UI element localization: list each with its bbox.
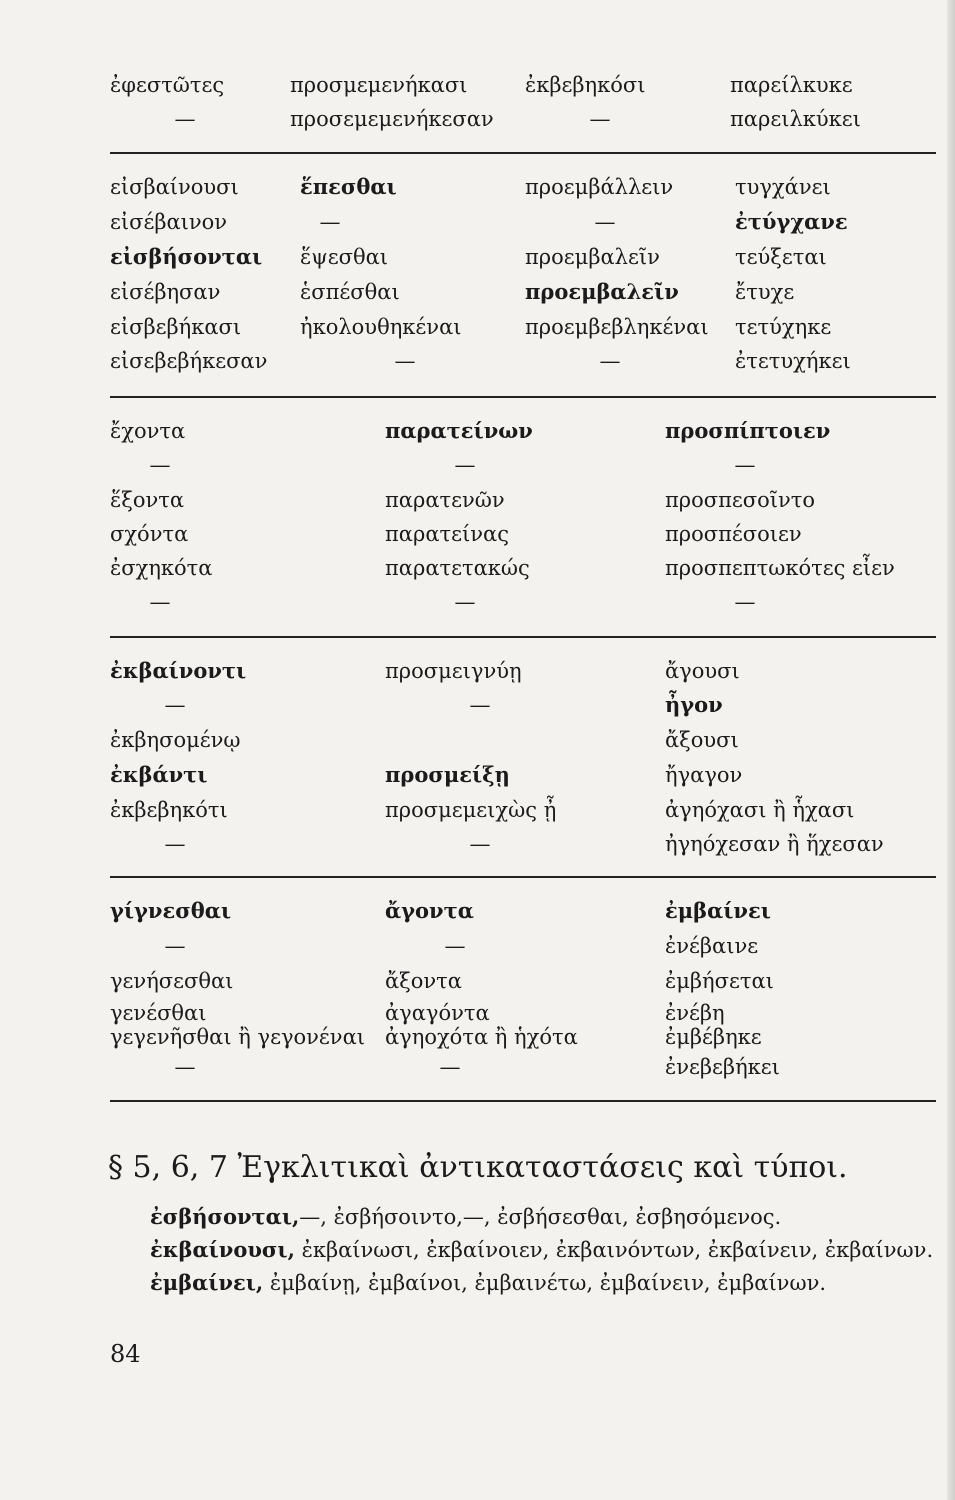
table-cell: ἔτυχε xyxy=(735,280,795,304)
table-cell: ἐνέβαινε xyxy=(665,934,759,958)
table-cell: προσμεμειχὼς ᾖ xyxy=(385,798,557,822)
table-cell: ἐκβάντι xyxy=(110,762,208,787)
table-cell-dash: — xyxy=(594,210,616,234)
table-cell: ἠγηόχεσαν ἢ ἥχεσαν xyxy=(665,832,884,856)
table-cell: εἰσέβησαν xyxy=(110,280,221,304)
table-cell: προσμείξῃ xyxy=(385,762,510,787)
table-cell: εἰσέβαινον xyxy=(110,210,228,234)
table-cell: ἐκβεβηκόσι xyxy=(525,73,646,97)
paragraph-bold-term: ἐσβήσονται, xyxy=(150,1204,300,1229)
table-cell: προεμβαλεῖν xyxy=(525,279,679,304)
table-cell: προεμβαλεῖν xyxy=(525,245,660,269)
divider-rule xyxy=(110,152,936,154)
table-cell: προσπεσοῖντο xyxy=(665,488,816,512)
table-cell: ἀγηοχότα ἢ ἡχότα xyxy=(385,1025,578,1049)
divider-rule xyxy=(110,876,936,878)
divider-rule xyxy=(110,396,936,398)
table-cell: γενέσθαι xyxy=(110,1001,207,1025)
paragraph-bold-term: ἐμβαίνει, xyxy=(150,1270,264,1295)
paragraph-text: ἐκβαίνωσι, ἐκβαίνοιεν, ἐκβαινόντων, ἐκβαίνειν, ἐκβαίνων. xyxy=(294,1238,934,1262)
table-cell: ἀγαγόντα xyxy=(385,1001,490,1025)
table-cell: προσπεπτωκότες εἶεν xyxy=(665,556,895,580)
page-edge xyxy=(947,0,955,1500)
table-cell: παρατενῶν xyxy=(385,488,505,512)
divider-rule xyxy=(110,1100,936,1102)
table-cell: εἰσβεβήκασι xyxy=(110,315,242,339)
table-cell: παρείλκυκε xyxy=(730,73,853,97)
table-cell: προσμειγνύῃ xyxy=(385,659,522,683)
table-cell-dash: — xyxy=(319,210,341,234)
table-cell: ἕξοντα xyxy=(110,488,185,512)
table-cell: ἄγοντα xyxy=(385,898,474,923)
table-cell: ἀγηόχασι ἢ ἧχασι xyxy=(665,798,855,822)
table-cell-dash: — xyxy=(439,1055,461,1079)
paragraph-line xyxy=(150,1237,933,1262)
table-cell: ἄξουσι xyxy=(665,728,739,752)
page-number: 84 xyxy=(110,1340,141,1368)
table-cell: ἐμβαίνει xyxy=(665,898,771,923)
table-cell-dash: — xyxy=(174,107,196,131)
table-cell: γίγνεσθαι xyxy=(110,898,232,923)
table-cell: παρατείνας xyxy=(385,522,509,546)
table-cell: ἔχοντα xyxy=(110,419,186,443)
table-cell-dash: — xyxy=(734,590,756,614)
table-cell: προσμεμενήκασι xyxy=(290,73,468,97)
table-cell: προεμβεβληκέναι xyxy=(525,315,709,339)
table-cell: τυγχάνει xyxy=(735,175,831,199)
table-cell-dash: — xyxy=(454,590,476,614)
table-cell: ἐφεστῶτες xyxy=(110,73,225,97)
table-cell: ἕπεσθαι xyxy=(300,174,397,199)
table-cell: ἐτετυχήκει xyxy=(735,349,851,373)
paragraph-text: ἐμβαίνῃ, ἐμβαίνοι, ἐμβαινέτω, ἐμβαίνειν, ἐμβαίνων. xyxy=(263,1271,827,1295)
table-cell: ἐνέβη xyxy=(665,1001,725,1025)
table-cell: τεύξεται xyxy=(735,245,827,269)
table-cell: ἦγον xyxy=(665,692,723,717)
paragraph-line xyxy=(150,1270,826,1295)
table-cell: ἕψεσθαι xyxy=(300,245,389,269)
table-cell-dash: — xyxy=(589,107,611,131)
table-cell: ἐκβεβηκότι xyxy=(110,798,228,822)
table-cell-dash: — xyxy=(734,453,756,477)
paragraph-text: —, ἐσβήσοιντο,—, ἐσβήσεσθαι, ἐσβησόμενος. xyxy=(299,1205,782,1229)
table-cell: εἰσβήσονται xyxy=(110,244,263,269)
table-cell: ἤγαγον xyxy=(665,763,743,787)
table-cell: παρατείνων xyxy=(385,418,533,443)
table-cell-dash: — xyxy=(149,590,171,614)
table-cell: ἐκβησομένῳ xyxy=(110,728,241,752)
table-cell: ἐμβέβηκε xyxy=(665,1025,762,1049)
table-cell: σχόντα xyxy=(110,522,189,546)
table-cell: προσεμεμενήκεσαν xyxy=(290,107,494,131)
table-cell: ἠκολουθηκέναι xyxy=(300,315,462,339)
table-cell: εἰσβαίνουσι xyxy=(110,175,239,199)
table-cell: τετύχηκε xyxy=(735,315,832,339)
table-cell: εἰσεβεβήκεσαν xyxy=(110,349,268,373)
table-cell-dash: — xyxy=(164,693,186,717)
table-cell: ἄξοντα xyxy=(385,969,462,993)
table-cell: γενήσεσθαι xyxy=(110,969,234,993)
table-cell: ἐμβήσεται xyxy=(665,969,774,993)
table-cell: προσπίπτοιεν xyxy=(665,418,831,443)
table-cell-dash: — xyxy=(599,349,621,373)
table-cell: παρειλκύκει xyxy=(730,107,861,131)
table-cell-dash: — xyxy=(149,453,171,477)
table-cell: ἐσχηκότα xyxy=(110,556,213,580)
section-heading: § 5, 6, 7 Ἐγκλιτικαὶ ἀντικαταστάσεις καὶ τύποι. xyxy=(108,1150,848,1185)
table-cell-dash: — xyxy=(469,832,491,856)
paragraph-bold-term: ἐκβαίνουσι, xyxy=(150,1237,295,1262)
table-cell: προσπέσοιεν xyxy=(665,522,802,546)
table-cell: ἐνεβεβήκει xyxy=(665,1055,780,1079)
table-cell: παρατετακώς xyxy=(385,556,530,580)
table-cell-dash: — xyxy=(469,693,491,717)
table-cell: προεμβάλλειν xyxy=(525,175,674,199)
table-cell: ἐτύγχανε xyxy=(735,209,848,234)
table-cell: γεγενῆσθαι ἢ γεγονέναι xyxy=(110,1025,365,1049)
paragraph-line xyxy=(150,1204,781,1229)
table-cell-dash: — xyxy=(444,934,466,958)
table-cell: ἄγουσι xyxy=(665,659,740,683)
table-cell: ἐκβαίνοντι xyxy=(110,658,247,683)
table-cell-dash: — xyxy=(164,934,186,958)
table-cell-dash: — xyxy=(164,832,186,856)
table-cell-dash: — xyxy=(174,1055,196,1079)
table-cell: ἑσπέσθαι xyxy=(300,280,400,304)
divider-rule xyxy=(110,636,936,638)
table-cell-dash: — xyxy=(454,453,476,477)
table-cell-dash: — xyxy=(394,349,416,373)
